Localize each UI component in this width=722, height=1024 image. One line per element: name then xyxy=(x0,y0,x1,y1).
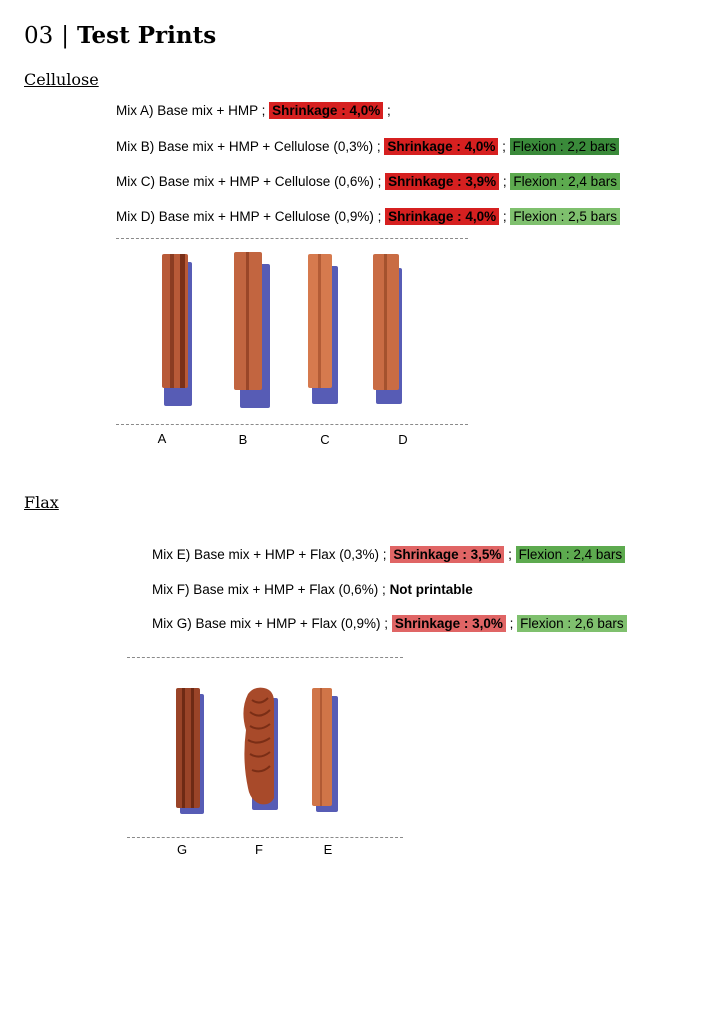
section-heading-flax: Flax xyxy=(24,493,59,512)
mix-e xyxy=(152,546,625,564)
mix-a xyxy=(116,102,391,120)
flexion-badge: Flexion : 2,6 bars xyxy=(517,615,627,632)
shrinkage-badge: Shrinkage : 4,0% xyxy=(269,102,383,119)
separator: ; xyxy=(499,209,511,224)
page-header xyxy=(24,22,216,49)
sample-label-c: C xyxy=(320,432,330,447)
shrinkage-badge: Shrinkage : 3,5% xyxy=(390,546,504,563)
mix-description: Mix E) Base mix + HMP + Flax (0,3%) ; xyxy=(152,547,391,562)
divider-bottom xyxy=(116,424,468,425)
sample-label-b: B xyxy=(238,432,248,447)
separator: ; xyxy=(383,103,391,118)
mix-b xyxy=(116,138,619,156)
sample-label-g: G xyxy=(176,842,188,857)
mix-description: Mix F) Base mix + HMP + Flax (0,6%) ; xyxy=(152,582,390,597)
sample-bar-g xyxy=(176,688,204,814)
separator: ; xyxy=(499,174,511,189)
mix-c xyxy=(116,173,620,191)
section-number: 03 xyxy=(24,23,54,49)
sample-label-f: F xyxy=(255,842,263,857)
page-title: Test Prints xyxy=(77,22,217,49)
mix-description: Mix G) Base mix + HMP + Flax (0,9%) ; xyxy=(152,616,392,631)
shrinkage-badge: Shrinkage : 3,0% xyxy=(392,615,506,632)
separator: ; xyxy=(498,139,510,154)
divider-top xyxy=(116,238,468,239)
flexion-badge: Flexion : 2,5 bars xyxy=(510,208,620,225)
section-heading-cellulose: Cellulose xyxy=(24,70,99,89)
header-separator: | xyxy=(61,23,70,49)
sample-bar-c xyxy=(308,254,338,404)
not-printable-label: Not printable xyxy=(389,582,473,597)
sample-bar-f xyxy=(243,688,278,810)
flexion-badge: Flexion : 2,2 bars xyxy=(510,138,620,155)
sample-bar-a xyxy=(162,254,192,406)
shrinkage-badge: Shrinkage : 4,0% xyxy=(385,208,499,225)
mix-f xyxy=(152,581,473,599)
flexion-badge: Flexion : 2,4 bars xyxy=(510,173,620,190)
mix-description: Mix A) Base mix + HMP ; xyxy=(116,103,270,118)
mix-description: Mix D) Base mix + HMP + Cellulose (0,9%) ; xyxy=(116,209,386,224)
mix-description: Mix C) Base mix + HMP + Cellulose (0,6%) ; xyxy=(116,174,386,189)
separator: ; xyxy=(504,547,516,562)
mix-g xyxy=(152,615,627,633)
shrinkage-badge: Shrinkage : 3,9% xyxy=(385,173,499,190)
sample-bar-d xyxy=(373,254,402,404)
sample-bar-e xyxy=(312,688,338,812)
flax-samples-photo xyxy=(160,680,360,820)
sample-label-a: A xyxy=(157,431,167,446)
cellulose-samples-photo xyxy=(140,246,440,416)
mix-description: Mix B) Base mix + HMP + Cellulose (0,3%) ; xyxy=(116,139,385,154)
shrinkage-badge: Shrinkage : 4,0% xyxy=(384,138,498,155)
separator: ; xyxy=(505,616,518,631)
mix-d xyxy=(116,208,620,226)
flexion-badge: Flexion : 2,4 bars xyxy=(516,546,626,563)
sample-label-e: E xyxy=(323,842,333,857)
sample-label-d: D xyxy=(398,432,408,447)
sample-bar-b xyxy=(234,252,270,408)
divider-flax-top xyxy=(127,657,403,658)
divider-flax-bottom xyxy=(127,837,403,838)
